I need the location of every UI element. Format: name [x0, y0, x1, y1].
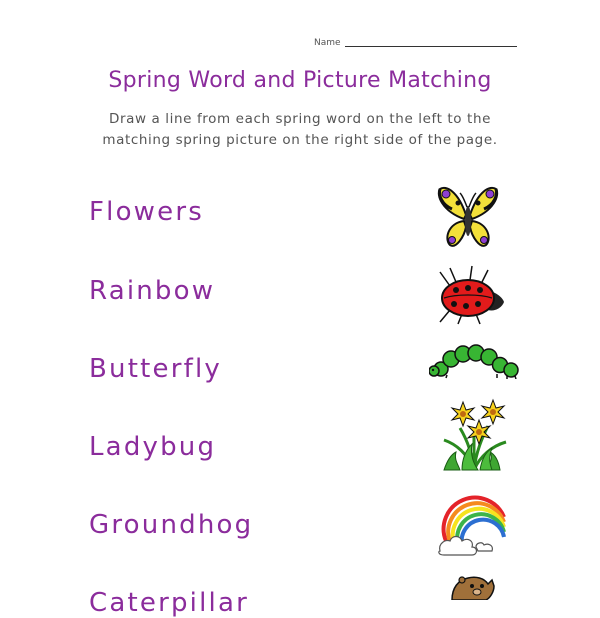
word-rainbow: Rainbow — [89, 276, 216, 306]
caterpillar-picture — [429, 343, 521, 379]
page-title: Spring Word and Picture Matching — [108, 68, 492, 93]
word-ladybug: Ladybug — [89, 432, 217, 462]
name-field[interactable] — [314, 38, 517, 48]
instruction-line-1: Draw a line from each spring word on the left to the — [108, 111, 492, 127]
butterfly-picture — [436, 185, 500, 253]
rainbow-picture — [436, 495, 508, 559]
groundhog-picture — [446, 574, 496, 600]
flowers-picture — [438, 398, 510, 472]
instruction-line-2: matching spring picture on the right side of the page. — [102, 132, 498, 148]
word-butterfly: Butterfly — [89, 354, 222, 384]
name-label: Name — [314, 38, 341, 48]
word-groundhog: Groundhog — [89, 510, 254, 540]
word-flowers: Flowers — [89, 197, 204, 227]
word-caterpillar: Caterpillar — [89, 588, 249, 618]
name-underline[interactable] — [345, 46, 517, 47]
ladybug-picture — [436, 264, 508, 326]
